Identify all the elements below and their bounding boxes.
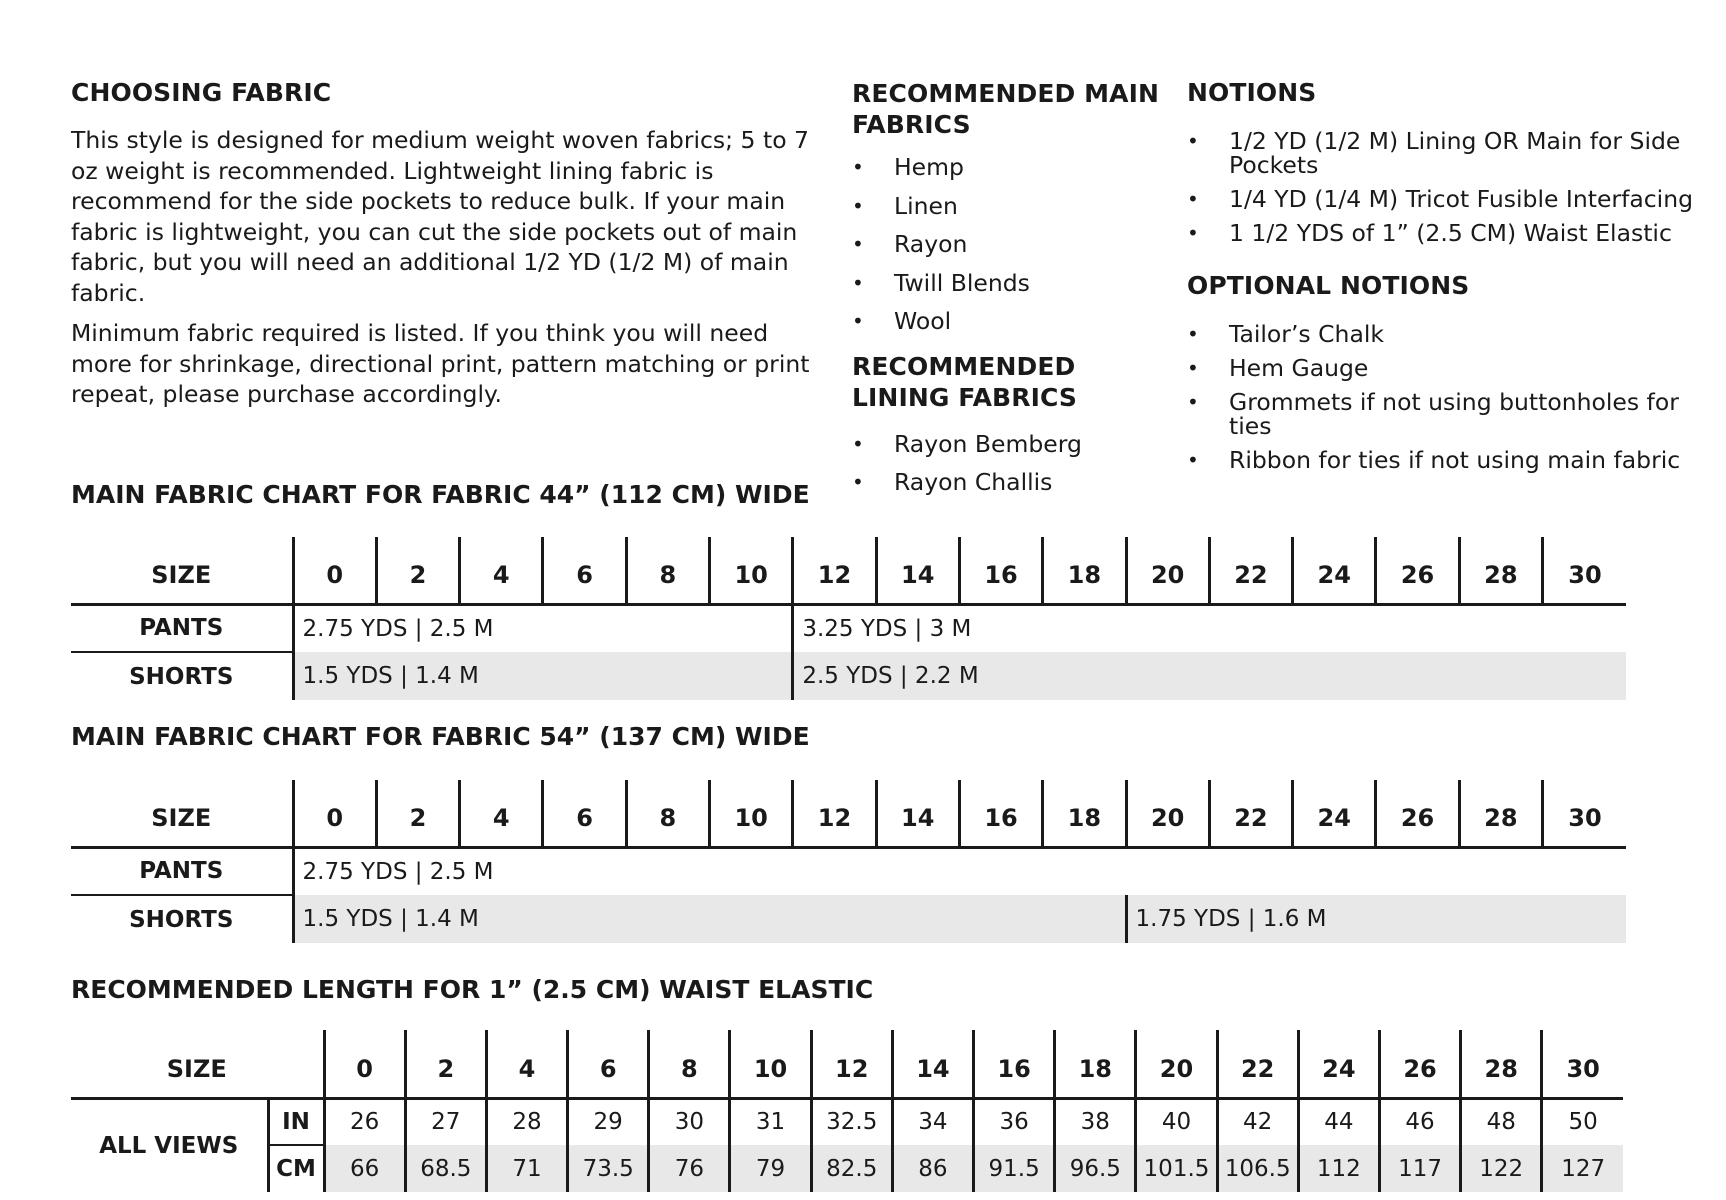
elastic-cm-cell: 73.5 [568,1145,649,1192]
size-cell: 16 [974,1030,1055,1098]
size-cell: 14 [876,537,959,604]
list-item: • Linen [852,187,1172,226]
size-cell: 12 [793,537,876,604]
table-row [71,652,1626,700]
size-cell: 8 [626,537,709,604]
elastic-inch-cell: 48 [1461,1098,1542,1145]
size-cell: 18 [1043,537,1126,604]
size-cell: 22 [1209,537,1292,604]
table-row [71,1145,1623,1192]
list-item: • Ribbon for ties if not using main fabric [1187,448,1707,472]
elastic-cm-cell: 79 [730,1145,811,1192]
size-cell: 18 [1043,780,1126,847]
elastic-inch-cell: 50 [1542,1098,1623,1145]
size-cell: 4 [460,780,543,847]
size-cell: 8 [649,1030,730,1098]
size-cell: 18 [1055,1030,1136,1098]
list-item: • Hem Gauge [1187,356,1707,380]
elastic-cm-cell: 82.5 [811,1145,892,1192]
elastic-cm-cell: 76 [649,1145,730,1192]
size-cell: 4 [460,537,543,604]
list-item: • Grommets if not using buttonholes for ties [1187,390,1707,438]
pants-yardage: 3.25 YDS | 3 M [793,604,1626,652]
size-cell: 8 [626,780,709,847]
elastic-chart-title: RECOMMENDED LENGTH FOR 1” (2.5 CM) WAIST ELASTIC [71,975,874,1004]
size-cell: 2 [376,537,459,604]
pants-label: PANTS [71,604,293,652]
size-cell: 28 [1459,780,1542,847]
elastic-cm-cell: 66 [324,1145,405,1192]
size-cell: 6 [568,1030,649,1098]
elastic-inch-cell: 46 [1379,1098,1460,1145]
size-label: SIZE [71,780,293,847]
chart-54-title: MAIN FABRIC CHART FOR FABRIC 54” (137 CM) WIDE [71,722,810,751]
size-cell: 10 [730,1030,811,1098]
elastic-length-table [71,1030,1623,1192]
main-fabrics-list [852,148,1172,341]
list-item: • Hemp [852,148,1172,187]
size-header-row [71,780,1626,847]
size-cell: 20 [1126,780,1209,847]
size-cell: 26 [1376,780,1459,847]
elastic-cm-cell: 112 [1298,1145,1379,1192]
choosing-fabric-paragraph-1: This style is designed for medium weight woven fabrics; 5 to 7 oz weight is recommended. Lightweight lining fabric is recommend for the side pockets to reduce bulk. If your main fabric is lightweight, you can cut the side pockets out of main fabric, but you will need an additional 1/2 YD (1/2 M) of main fabric. [71,126,809,307]
size-cell: 20 [1136,1030,1217,1098]
chart-44-title: MAIN FABRIC CHART FOR FABRIC 44” (112 CM) WIDE [71,480,810,509]
elastic-inch-cell: 36 [974,1098,1055,1145]
all-views-label: ALL VIEWS [99,1132,239,1159]
choosing-fabric-paragraph-2: Minimum fabric required is listed. If you think you will need more for shrinkage, directional print, pattern matching or print repeat, please purchase accordingly. [71,319,810,408]
optional-notions-list [1187,322,1707,472]
elastic-cm-cell: 101.5 [1136,1145,1217,1192]
optional-notions-heading: OPTIONAL NOTIONS [1187,271,1470,300]
elastic-inch-cell: 30 [649,1098,730,1145]
fabric-chart-54 [71,780,1626,943]
elastic-cm-cell: 127 [1542,1145,1623,1192]
list-item: • 1/4 YD (1/4 M) Tricot Fusible Interfacing [1187,187,1707,211]
choosing-fabric-section [71,78,826,420]
size-cell: 30 [1542,1030,1623,1098]
size-cell: 24 [1293,780,1376,847]
size-cell: 14 [892,1030,973,1098]
size-cell: 28 [1461,1030,1542,1098]
size-label: SIZE [71,537,293,604]
main-fabrics-heading: RECOMMENDED MAIN FABRICS [852,79,1160,139]
notions-list [1187,129,1707,245]
elastic-cm-cell: 71 [486,1145,567,1192]
size-header-row [71,1030,1623,1098]
list-item: • Rayon Bemberg [852,425,1172,464]
size-cell: 22 [1217,1030,1298,1098]
size-cell: 14 [876,780,959,847]
notions-section [1187,78,1707,482]
shorts-yardage: 1.5 YDS | 1.4 M [293,652,793,700]
shorts-yardage: 2.5 YDS | 2.2 M [793,652,1626,700]
size-cell: 26 [1376,537,1459,604]
size-label: SIZE [71,1030,324,1098]
size-cell: 0 [293,780,376,847]
shorts-label: SHORTS [71,895,293,943]
notions-heading: NOTIONS [1187,78,1317,107]
size-cell: 4 [486,1030,567,1098]
elastic-inch-cell: 42 [1217,1098,1298,1145]
size-cell: 6 [543,780,626,847]
size-cell: 12 [811,1030,892,1098]
size-cell: 12 [793,780,876,847]
shorts-label: SHORTS [71,652,293,700]
pants-yardage: 2.75 YDS | 2.5 M [302,858,494,885]
list-item: • Tailor’s Chalk [1187,322,1707,346]
elastic-cm-cell: 122 [1461,1145,1542,1192]
lining-fabrics-list [852,425,1172,502]
size-header-row [71,537,1626,604]
pants-yardage: 2.75 YDS | 2.5 M [302,615,494,642]
elastic-cm-cell: 86 [892,1145,973,1192]
size-cell: 0 [293,537,376,604]
elastic-inch-cell: 27 [405,1098,486,1145]
choosing-fabric-heading: CHOOSING FABRIC [71,78,332,107]
table-row [71,847,1626,895]
size-cell: 24 [1298,1030,1379,1098]
size-cell: 10 [710,780,793,847]
elastic-cm-cell: 91.5 [974,1145,1055,1192]
table-row [71,895,1626,943]
list-item: • Wool [852,302,1172,341]
size-cell: 30 [1542,537,1626,604]
size-cell: 20 [1126,537,1209,604]
elastic-inch-cell: 32.5 [811,1098,892,1145]
elastic-inch-cell: 26 [324,1098,405,1145]
elastic-inch-cell: 44 [1298,1098,1379,1145]
size-cell: 24 [1293,537,1376,604]
elastic-inch-cell: 31 [730,1098,811,1145]
inch-unit-label: IN [268,1098,324,1145]
size-cell: 16 [959,537,1042,604]
size-cell: 10 [710,537,793,604]
elastic-cm-cell: 106.5 [1217,1145,1298,1192]
elastic-inch-cell: 34 [892,1098,973,1145]
table-row [71,604,1626,652]
size-cell: 30 [1542,780,1626,847]
size-cell: 2 [405,1030,486,1098]
shorts-yardage: 1.75 YDS | 1.6 M [1126,895,1626,943]
lining-fabrics-heading: RECOMMENDED LINING FABRICS [852,351,1077,412]
size-cell: 22 [1209,780,1292,847]
fabric-chart-44 [71,537,1626,700]
size-cell: 26 [1379,1030,1460,1098]
table-row [71,1098,1623,1145]
list-item: • 1/2 YD (1/2 M) Lining OR Main for Side Pockets [1187,129,1707,177]
size-cell: 28 [1459,537,1542,604]
elastic-inch-cell: 40 [1136,1098,1217,1145]
shorts-yardage: 1.5 YDS | 1.4 M [293,895,1126,943]
list-item: • 1 1/2 YDS of 1” (2.5 CM) Waist Elastic [1187,221,1707,245]
cm-unit-label: CM [268,1145,324,1192]
elastic-inch-cell: 28 [486,1098,567,1145]
elastic-cm-cell: 117 [1379,1145,1460,1192]
list-item: • Rayon Challis [852,463,1172,502]
size-cell: 2 [376,780,459,847]
size-cell: 0 [324,1030,405,1098]
elastic-cm-cell: 68.5 [405,1145,486,1192]
elastic-inch-cell: 38 [1055,1098,1136,1145]
size-cell: 16 [959,780,1042,847]
pants-label: PANTS [71,847,293,895]
elastic-cm-cell: 96.5 [1055,1145,1136,1192]
size-cell: 6 [543,537,626,604]
list-item: • Twill Blends [852,264,1172,303]
list-item: • Rayon [852,225,1172,264]
recommended-fabrics-section [852,78,1172,502]
elastic-inch-cell: 29 [568,1098,649,1145]
